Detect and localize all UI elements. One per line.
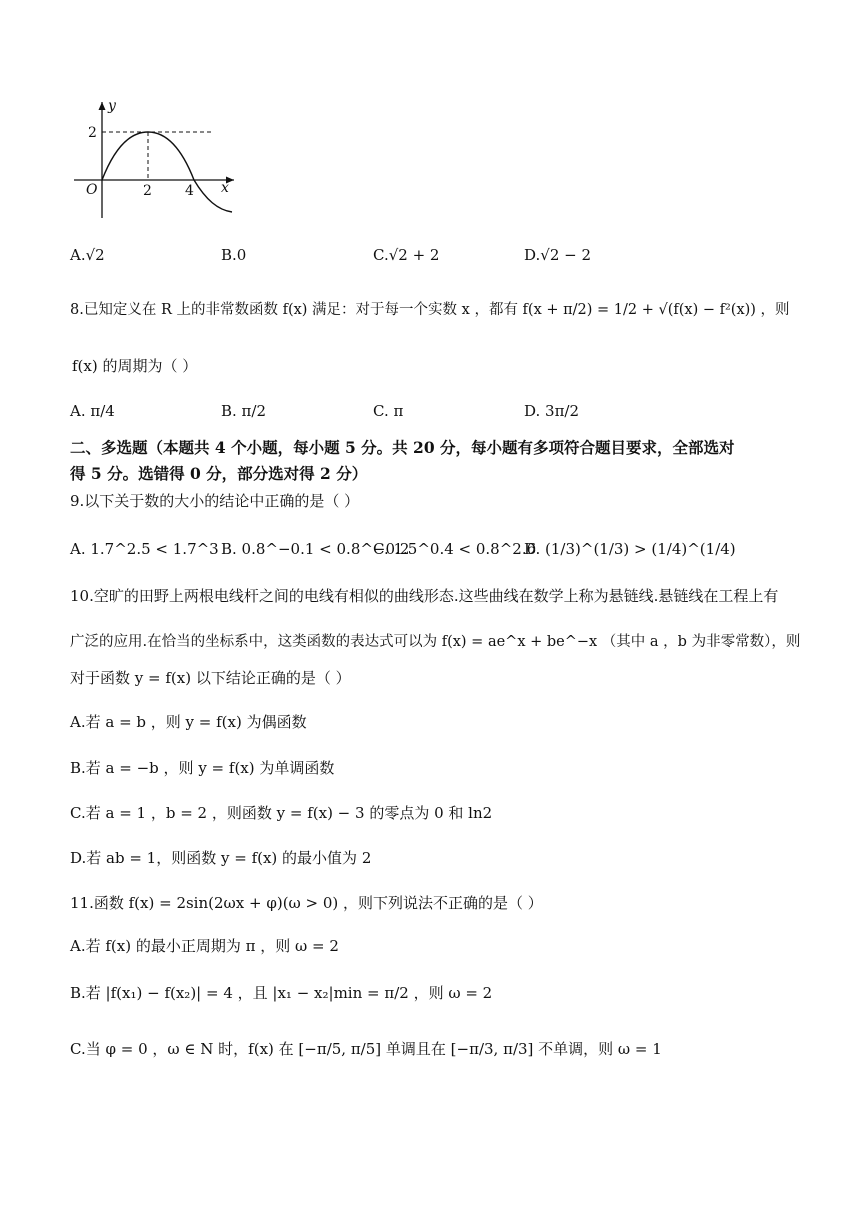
- y-axis-arrow: [99, 102, 106, 110]
- q11-option-c: C.当 φ = 0 ，ω ∈ N 时，f(x) 在 [−π/5, π/5] 单调且在 [−π/3, π/3] 不单调，则 ω = 1: [70, 1040, 662, 1058]
- x-tick-4: 4: [185, 183, 194, 199]
- q8-stem-line1: 8.已知定义在 R 上的非常数函数 f(x) 满足：对于每一个实数 x ，都有 f(x + π/2) = 1/2 + √(f(x) − f²(x)) ，则: [70, 302, 790, 318]
- q10-option-b: B.若 a = −b ，则 y = f(x) 为单调函数: [70, 759, 335, 777]
- q7-option-d: D.√2 − 2: [524, 246, 592, 264]
- q10-option-d: D.若 ab = 1，则函数 y = f(x) 的最小值为 2: [70, 849, 372, 867]
- q9-option-b: B. 0.8^−0.1 < 0.8^−0.2: [221, 540, 410, 558]
- q8-option-c: C. π: [373, 402, 404, 420]
- origin-label: O: [86, 182, 98, 198]
- q8-option-a: A. π/4: [70, 402, 115, 420]
- x-tick-2: 2: [143, 183, 152, 199]
- q8-option-d: D. 3π/2: [524, 402, 580, 420]
- q11-option-a: A.若 f(x) 的最小正周期为 π ，则 ω = 2: [70, 937, 339, 955]
- q11-option-b: B.若 |f(x₁) − f(x₂)| = 4 ，且 |x₁ − x₂|min = π/2 ，则 ω = 2: [70, 984, 493, 1002]
- y-tick-2: 2: [88, 125, 97, 141]
- q10-stem-line3: 对于函数 y = f(x) 以下结论正确的是（ ）: [70, 669, 351, 687]
- y-axis-label: y: [108, 98, 116, 114]
- q8-stem-line2: f(x) 的周期为（ ）: [72, 357, 198, 375]
- q11-stem: 11.函数 f(x) = 2sin(2ωx + φ)(ω > 0) ，则下列说法不正确的是（ ）: [70, 894, 543, 912]
- q8-option-b: B. π/2: [221, 402, 267, 420]
- q10-stem-line1: 10.空旷的田野上两根电线杆之间的电线有相似的曲线形态.这些曲线在数学上称为悬链线.悬链线在工程上有: [70, 587, 779, 605]
- q9-option-a: A. 1.7^2.5 < 1.7^3: [70, 540, 219, 558]
- q10-option-a: A.若 a = b ，则 y = f(x) 为偶函数: [70, 713, 307, 731]
- q10-option-c: C.若 a = 1 ，b = 2 ，则函数 y = f(x) − 3 的零点为 0 和 ln2: [70, 804, 493, 822]
- q10-stem-line2: 广泛的应用.在恰当的坐标系中，这类函数的表达式可以为 f(x) = ae^x + be^−x （其中 a ，b 为非零常数），则: [70, 634, 801, 650]
- section-2-line1: 二、多选题（本题共 4 个小题，每小题 5 分。共 20 分，每小题有多项符合题目要求，全部选对: [70, 438, 735, 457]
- section-2-line2: 得 5 分。选错得 0 分，部分选对得 2 分）: [70, 464, 368, 483]
- q9-stem: 9.以下关于数的大小的结论中正确的是（ ）: [70, 492, 360, 510]
- q7-option-a: A.√2: [70, 246, 105, 264]
- q7-option-c: C.√2 + 2: [373, 246, 440, 264]
- q9-option-c: C. 1.5^0.4 < 0.8^2.6: [373, 540, 537, 558]
- q7-option-b: B.0: [221, 246, 247, 264]
- x-axis-label: x: [221, 180, 229, 196]
- sine-graph: [68, 96, 248, 220]
- q9-option-d: D. (1/3)^(1/3) > (1/4)^(1/4): [524, 540, 736, 558]
- sine-curve: [102, 132, 232, 212]
